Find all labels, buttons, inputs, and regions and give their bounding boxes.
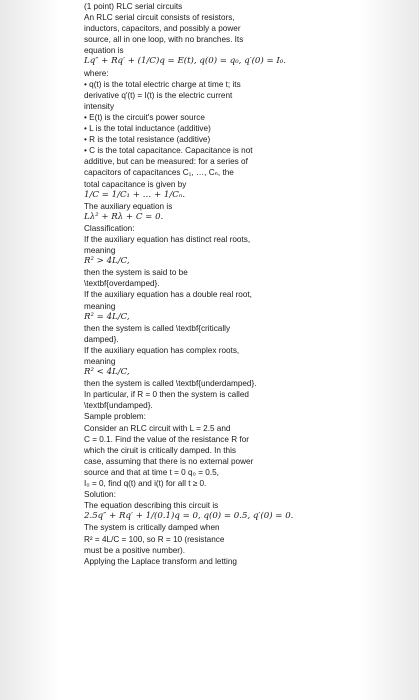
text-line: • R is the total resistance (additive) [84,135,211,145]
text-line: An RLC serial circuit consists of resistors, [84,13,235,23]
equation-line: R² = 4L/C, [84,311,130,322]
text-line: If the auxiliary equation has a double real root, [84,290,252,300]
text-line: (1 point) RLC serial circuits [84,2,183,11]
text-line: damped}. [84,334,119,344]
text-line: total capacitance is given by [84,179,187,189]
text-line: where: [84,68,109,78]
equation-line: Lq″ + Rq′ + (1/C)q = E(t), q(0) = q₀, q′(0) = I₀. [84,56,286,67]
text-line: must be a positive number). [84,545,186,555]
text-line: capacitors of capacitances C₁, …, Cₙ, the [84,168,234,178]
text-line: meaning [84,357,116,366]
text-line: If the auxiliary equation has complex roots, [84,345,240,355]
text-line: • q(t) is the total electric charge at time t; its [84,79,241,89]
equation-line: 1/C = 1/C₁ + … + 1/Cₙ. [84,189,186,200]
text-line: If the auxiliary equation has distinct real roots, [84,234,251,244]
text-line: Consider an RLC circuit with L = 2.5 and [84,423,231,433]
right-page-shadow [359,0,419,700]
text-line: The system is critically damped when [84,523,220,533]
text-line: case, assuming that there is no external power [84,456,254,466]
text-line: intensity [84,101,115,111]
equation-line: R² < 4L/C, [84,367,130,378]
text-line: inductors, capacitors, and possibly a power [84,24,241,34]
text-line: Solution: [84,490,116,500]
text-line: The auxiliary equation is [84,201,173,211]
text-line: meaning [84,301,116,311]
text-line: R² = 4L/C = 100, so R = 10 (resistance [84,534,225,544]
text-line: In particular, if R = 0 then the system is called [84,390,249,400]
equation-line: R² > 4L/C, [84,256,130,267]
text-line: Applying the Laplace transform and letting [84,556,237,566]
text-line: equation is [84,46,124,56]
text-line: The equation describing this circuit is [84,501,219,511]
text-line: source, all in one loop, with no branches. Its [84,35,244,45]
text-line: derivative q′(t) = I(t) is the electric current [84,90,233,100]
equation-line: 2.5q″ + Rq′ + 1/(0.1)q = 0, q(0) = 0.5, q′(0) = 0. [84,511,294,522]
text-line: additive, but can be measured: for a series of [84,157,248,167]
text-line: Sample problem: [84,412,146,422]
text-line: • L is the total inductance (additive) [84,124,211,134]
text-line: • C is the total capacitance. Capacitance is not [84,146,253,156]
text-line: then the system is said to be [84,268,188,278]
text-line: then the system is called \textbf{critically [84,323,231,333]
text-line: Classification: [84,223,135,233]
text-line: \textbf{overdamped}. [84,279,160,289]
text-line: which the ciruit is critically damped. In this [84,445,236,455]
equation-line: Lλ² + Rλ + C = 0. [84,211,164,222]
text-line: then the system is called \textbf{underdamped}. [84,379,257,389]
text-line: I₀ = 0, find q(t) and i(t) for all t ≥ 0. [84,479,207,489]
text-line: source and that at time t = 0 q₀ = 0.5, [84,467,219,477]
text-line: meaning [84,246,116,256]
left-page-shadow [0,0,60,700]
text-line: • E(t) is the circuit's power source [84,112,205,122]
text-line: \textbf{undamped}. [84,401,153,411]
problem-text-column [84,1,336,567]
text-line: C = 0.1. Find the value of the resistance R for [84,434,249,444]
